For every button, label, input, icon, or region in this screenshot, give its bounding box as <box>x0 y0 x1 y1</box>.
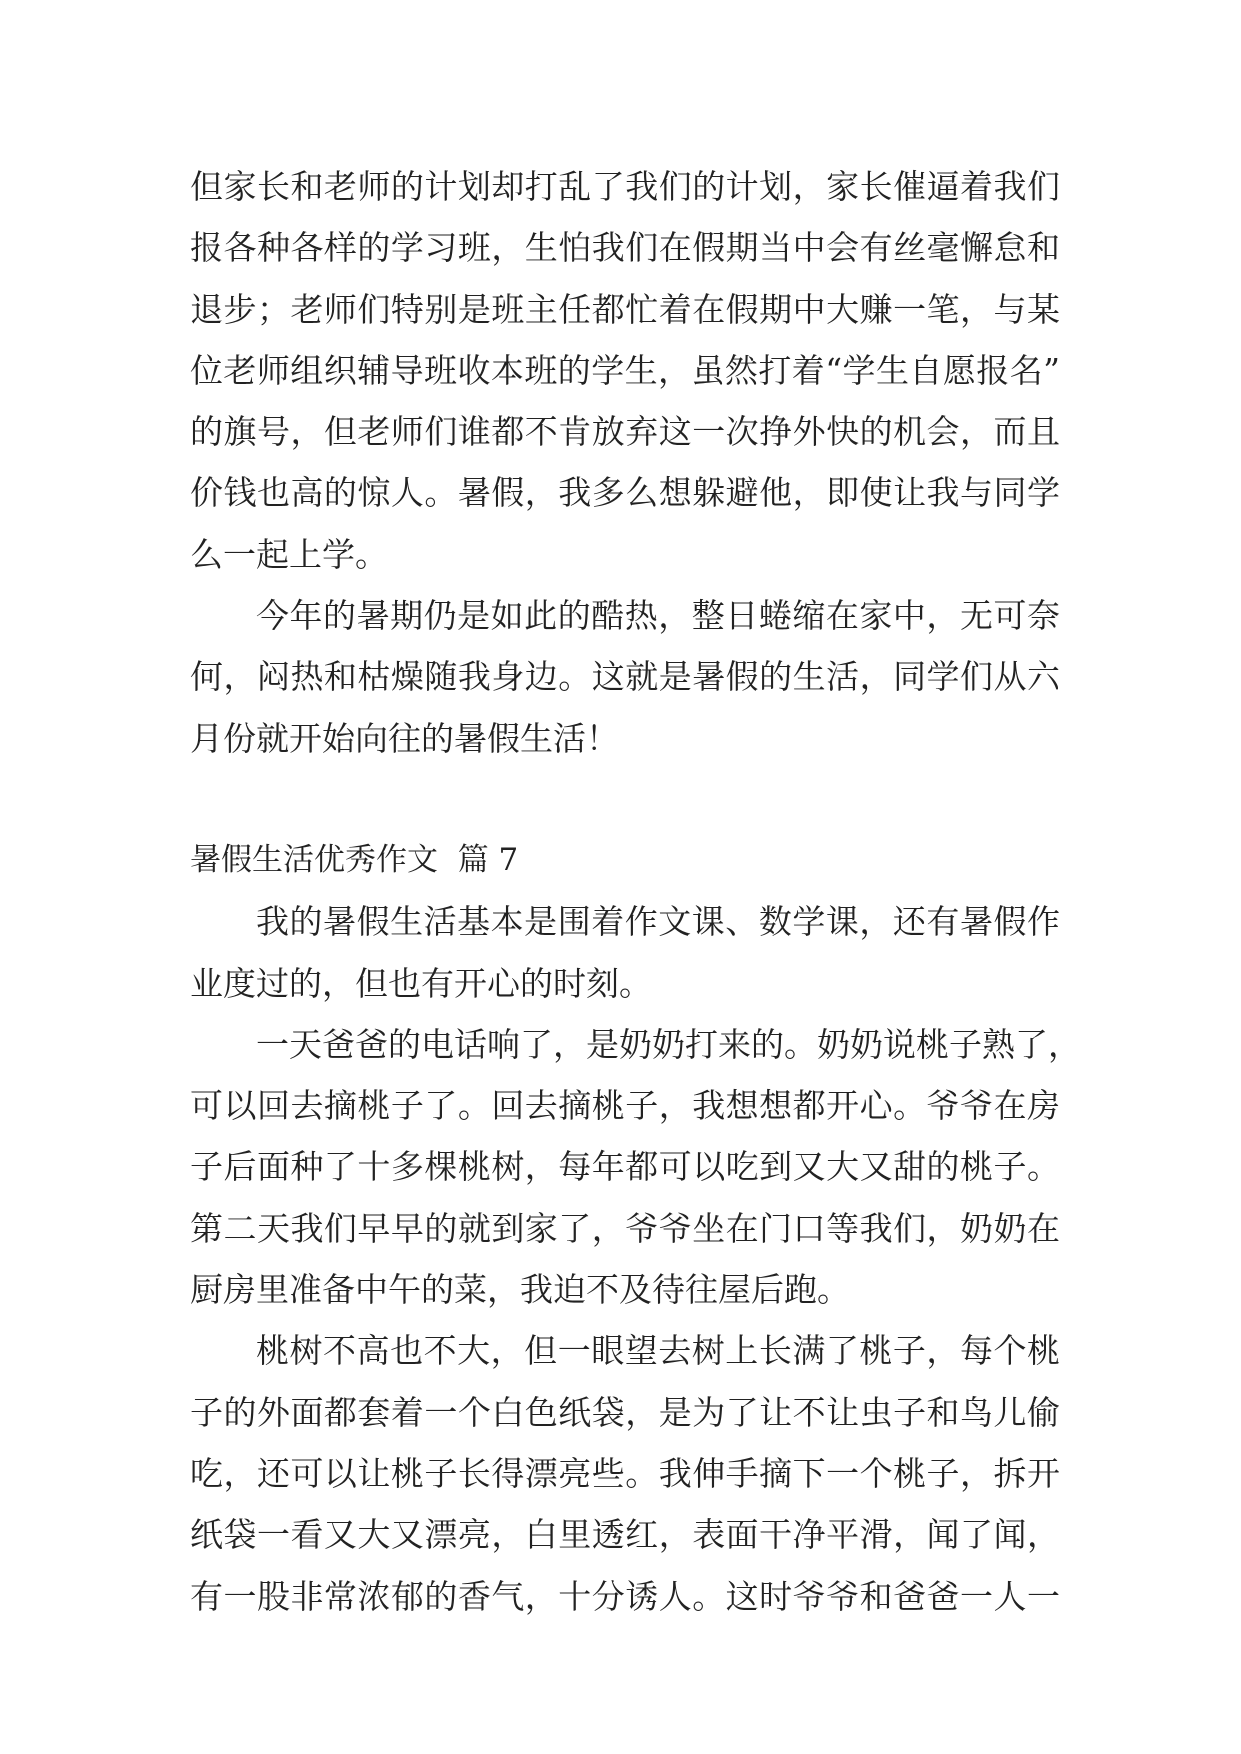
text-line: 桃树不高也不大，但一眼望去树上长满了桃子，每个桃 <box>256 1331 1060 1371</box>
text-line: 的旗号，但老师们谁都不肯放弃这一次挣外快的机会，而且 <box>190 412 1060 452</box>
text-line: 纸袋一看又大又漂亮，白里透红，表面干净平滑，闻了闻， <box>190 1515 1060 1555</box>
text-line: 么一起上学。 <box>190 534 388 574</box>
text-line: 我的暑假生活基本是围着作文课、数学课，还有暑假作 <box>256 902 1060 942</box>
document-body <box>190 156 1081 1627</box>
section-gap <box>190 769 1060 830</box>
text-line: 月份就开始向往的暑假生活！ <box>190 718 619 758</box>
paragraph <box>190 585 1060 769</box>
text-line: 子的外面都套着一个白色纸袋，是为了让不让虫子和鸟儿偷 <box>190 1392 1060 1432</box>
text-line: 但家长和老师的计划却打乱了我们的计划，家长催逼着我们 <box>190 167 1060 206</box>
text-line: 厨房里准备中午的菜，我迫不及待往屋后跑。 <box>190 1270 850 1310</box>
text-line: 第二天我们早早的就到家了，爷爷坐在门口等我们，奶奶在 <box>190 1208 1060 1248</box>
text-line: 子后面种了十多棵桃树，每年都可以吃到又大又甜的桃子。 <box>190 1147 1060 1187</box>
text-line: 可以回去摘桃子了。回去摘桃子，我想想都开心。爷爷在房 <box>190 1086 1060 1126</box>
text-line: 今年的暑期仍是如此的酷热，整日蜷缩在家中，无可奈 <box>256 596 1060 636</box>
text-line: 何，闷热和枯燥随我身边。这就是暑假的生活，同学们从六 <box>190 657 1060 697</box>
paragraph <box>190 1320 1060 1626</box>
text-line: 吃，还可以让桃子长得漂亮些。我伸手摘下一个桃子，拆开 <box>190 1453 1060 1493</box>
paragraph <box>190 891 1060 1014</box>
text-line: 报各种各样的学习班，生怕我们在假期当中会有丝毫懈怠和 <box>190 228 1060 268</box>
text-line: 业度过的，但也有开心的时刻。 <box>190 963 652 1003</box>
text-line: 一天爸爸的电话响了，是奶奶打来的。奶奶说桃子熟了， <box>256 1024 1081 1064</box>
text-line: 位老师组织辅导班收本班的学生，虽然打着“学生自愿报名” <box>190 350 1060 390</box>
paragraph <box>190 156 1060 585</box>
paragraph <box>190 1014 1081 1320</box>
text-line: 退步；老师们特别是班主任都忙着在假期中大赚一笔，与某 <box>190 289 1060 329</box>
text-line: 价钱也高的惊人。暑假，我多么想躲避他，即使让我与同学 <box>190 473 1060 513</box>
text-line: 有一股非常浓郁的香气，十分诱人。这时爷爷和爸爸一人一 <box>190 1576 1060 1616</box>
section-heading: 暑假生活优秀作文 篇 7 <box>190 841 519 878</box>
